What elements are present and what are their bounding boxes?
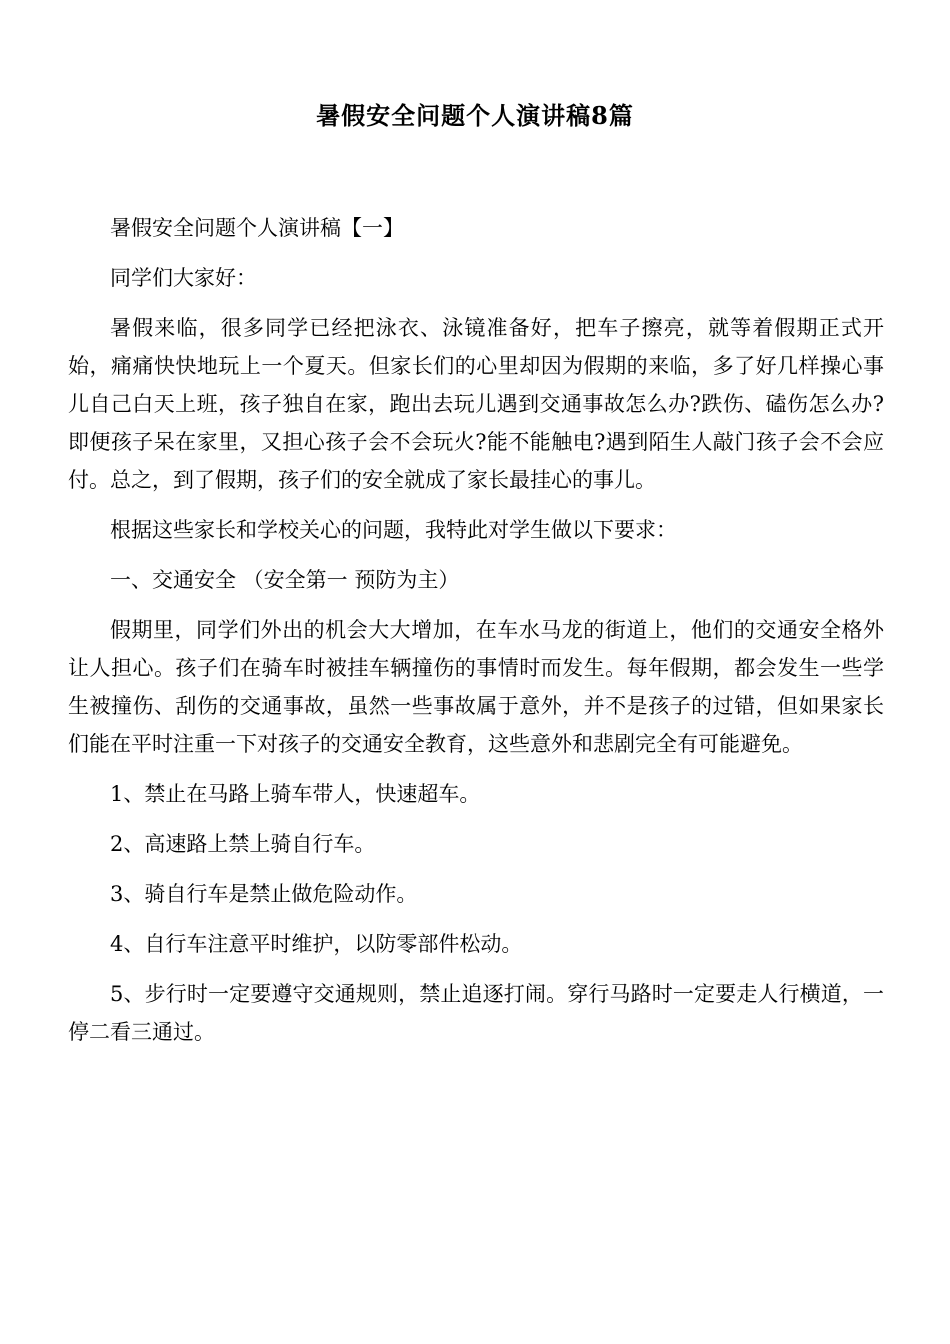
greeting-paragraph: 同学们大家好： xyxy=(110,266,257,290)
rule-item-4: 4、自行车注意平时维护，以防零部件松动。 xyxy=(110,932,523,956)
requirements-lead-paragraph: 根据这些家长和学校关心的问题，我特此对学生做以下要求： xyxy=(110,518,677,542)
traffic-safety-paragraph: 假期里，同学们外出的机会大大增加，在车水马龙的街道上，他们的交通安全格外让人担心。孩子们在骑车时被挂车辆撞伤的事情时而发生。每年假期，都会发生一些学生被撞伤、刮伤的交通事故，虽然一些事故属于意外，并不是孩子的过错，但如果家长们能在平时注重一下对孩子的交通安全教育，这些意外和悲剧完全有可能避免。 xyxy=(68,618,884,756)
intro-paragraph: 暑假来临，很多同学已经把泳衣、泳镜准备好，把车子擦亮，就等着假期正式开始，痛痛快快地玩上一个夏天。但家长们的心里却因为假期的来临，多了好几样操心事儿自己白天上班，孩子独自在家，跑出去玩儿遇到交通事故怎么办?跌伤、磕伤怎么办?即便孩子呆在家里，又担心孩子会不会玩火?能不能触电?遇到陌生人敲门孩子会不会应付。总之，到了假期，孩子们的安全就成了家长最挂心的事儿。 xyxy=(68,316,884,492)
document-title: 暑假安全问题个人演讲稿8篇 xyxy=(316,101,634,130)
rule-item-2: 2、高速路上禁上骑自行车。 xyxy=(110,832,376,856)
section-heading-1: 暑假安全问题个人演讲稿【一】 xyxy=(110,216,404,240)
traffic-safety-heading: 一、交通安全 （安全第一 预防为主） xyxy=(110,568,460,592)
document-body xyxy=(68,209,884,1063)
rule-item-5: 5、步行时一定要遵守交通规则，禁止追逐打闹。穿行马路时一定要走人行横道，一停二看三通过。 xyxy=(68,982,884,1044)
rule-item-1: 1、禁止在马路上骑车带人，快速超车。 xyxy=(110,782,481,806)
rule-item-3: 3、骑自行车是禁止做危险动作。 xyxy=(110,882,418,906)
